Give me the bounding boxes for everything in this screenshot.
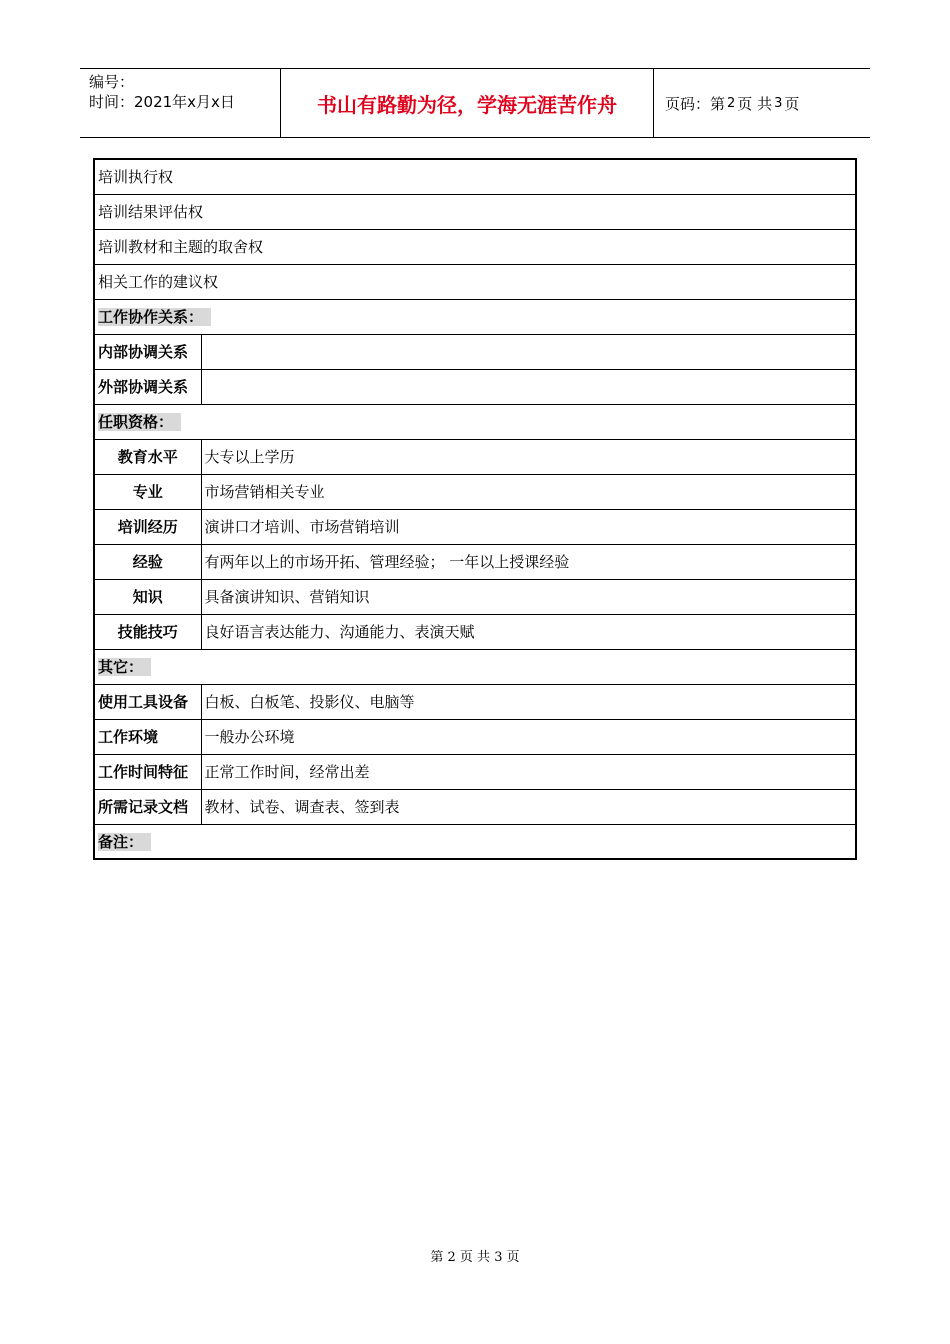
- section-header-notes: [94, 824, 856, 859]
- table-row: [94, 719, 856, 754]
- row-value: 市场营销相关专业: [201, 474, 856, 509]
- section-title: 任职资格：: [98, 413, 181, 431]
- row-value: 演讲口才培训、市场营销培训: [201, 509, 856, 544]
- row-label: 知识: [94, 579, 201, 614]
- page-footer: 第 2 页 共 3 页: [430, 1250, 520, 1265]
- section-header-qualification: [94, 404, 856, 439]
- header-left: [80, 69, 281, 137]
- row-label: 工作环境: [94, 719, 201, 754]
- table-row: [94, 369, 856, 404]
- row-value: 大专以上学历: [201, 439, 856, 474]
- table-row: [94, 439, 856, 474]
- row-value: [201, 334, 856, 369]
- row-label: 所需记录文档: [94, 789, 201, 824]
- table-row: [94, 229, 856, 264]
- section-header-cooperation: [94, 299, 856, 334]
- section-title: 备注：: [98, 833, 151, 851]
- section-title: 其它：: [98, 658, 151, 676]
- row-value: 有两年以上的市场开拓、管理经验； 一年以上授课经验: [201, 544, 856, 579]
- row-label: 工作时间特征: [94, 754, 201, 789]
- authority-item: 培训执行权: [94, 159, 856, 194]
- row-label: 外部协调关系: [94, 369, 201, 404]
- row-value: 正常工作时间，经常出差: [201, 754, 856, 789]
- page-header: [80, 68, 870, 138]
- table-row: [94, 334, 856, 369]
- row-value: 白板、白板笔、投影仪、电脑等: [201, 684, 856, 719]
- row-value: 教材、试卷、调查表、签到表: [201, 789, 856, 824]
- table-row: [94, 544, 856, 579]
- row-label: 使用工具设备: [94, 684, 201, 719]
- time-label: 时间：2021年x月x日: [89, 93, 235, 111]
- row-label: 培训经历: [94, 509, 201, 544]
- row-value: 良好语言表达能力、沟通能力、表演天赋: [201, 614, 856, 649]
- row-value: 具备演讲知识、营销知识: [201, 579, 856, 614]
- table-row: [94, 684, 856, 719]
- table-row: [94, 194, 856, 229]
- table-row: [94, 579, 856, 614]
- authority-item: 培训结果评估权: [94, 194, 856, 229]
- section-title: 工作协作关系：: [98, 308, 211, 326]
- motto: 书山有路勤为径，学海无涯苦作舟: [281, 69, 654, 137]
- table-row: [94, 789, 856, 824]
- authority-item: 培训教材和主题的取舍权: [94, 229, 856, 264]
- section-header-other: [94, 649, 856, 684]
- page-indicator: 页码：第 2 页 共 3 页: [665, 94, 800, 113]
- table-row: [94, 614, 856, 649]
- row-label: 专业: [94, 474, 201, 509]
- table-row: [94, 474, 856, 509]
- table-row: [94, 754, 856, 789]
- row-label: 内部协调关系: [94, 334, 201, 369]
- table-row: [94, 509, 856, 544]
- row-label: 技能技巧: [94, 614, 201, 649]
- row-value: [201, 369, 856, 404]
- table-row: [94, 264, 856, 299]
- code-label: 编号：: [89, 73, 135, 91]
- row-label: 经验: [94, 544, 201, 579]
- authority-item: 相关工作的建议权: [94, 264, 856, 299]
- row-value: 一般办公环境: [201, 719, 856, 754]
- job-description-table: [93, 158, 857, 860]
- table-row: [94, 159, 856, 194]
- row-label: 教育水平: [94, 439, 201, 474]
